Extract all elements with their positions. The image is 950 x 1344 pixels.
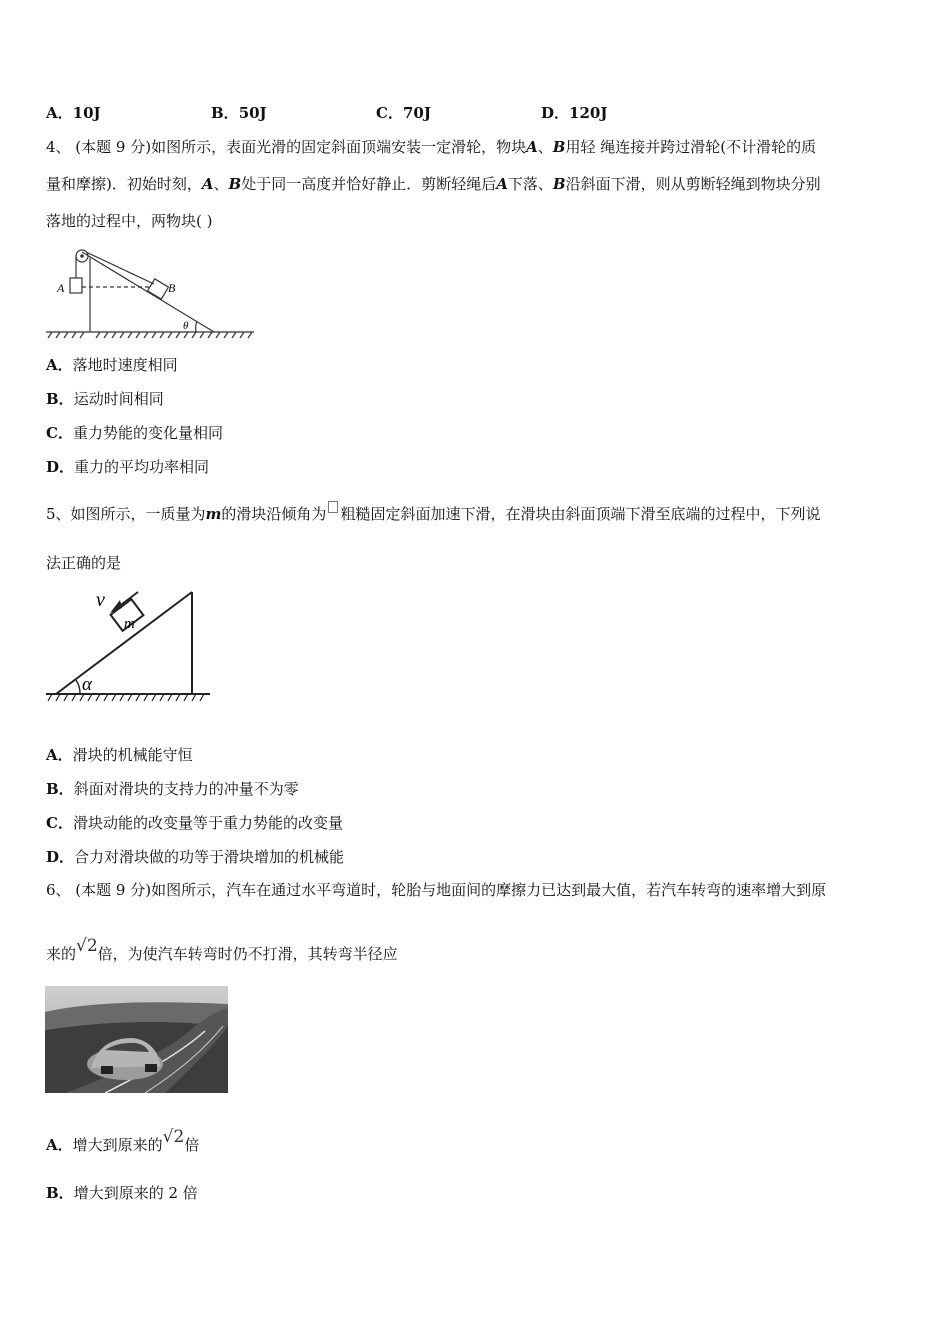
q4-pulley-axle <box>80 254 84 258</box>
q5-ground-hatching <box>48 694 204 701</box>
q4-label-theta: θ <box>183 320 189 332</box>
q4-incline-slope <box>82 252 214 332</box>
q6-car-on-curve-photo <box>45 986 228 1093</box>
q5-label-alpha: α <box>82 674 92 695</box>
q5-stem-line1: 5、如图所示，一质量为m的滑块沿倾角为 粗糙固定斜面加速下滑，在滑块由斜面顶端下滑至底端的过程中，下列说 <box>46 504 820 524</box>
q6-option-a: A．增大到原来的√2倍 <box>46 1127 200 1154</box>
q4-label-a: A <box>57 281 65 295</box>
q6-option-b: B．增大到原来的 2 倍 <box>46 1184 198 1202</box>
q4-option-d: D．重力的平均功率相同 <box>46 458 210 476</box>
q5-label-v: v <box>96 589 105 611</box>
q4-angle-arc <box>196 321 197 332</box>
q4-stem-line2: 量和摩擦)．初始时刻，A、B处于同一高度并恰好静止．剪断轻绳后A下落、B沿斜面下滑，则从剪断轻绳到物块分别 <box>46 175 821 193</box>
q4-option-a: A．落地时速度相同 <box>46 356 178 374</box>
q5-option-b: B．斜面对滑块的支持力的冲量不为零 <box>46 780 299 798</box>
q3-option-b: B．50J <box>211 104 267 122</box>
q5-incline-block-figure <box>44 586 214 708</box>
q4-incline-pulley-figure <box>46 242 256 342</box>
q4-ground-hatching <box>48 332 252 338</box>
q4-label-b: B <box>168 281 176 295</box>
q4-rope-incline <box>86 252 154 284</box>
q5-option-d: D．合力对滑块做的功等于滑块增加的机械能 <box>46 848 345 866</box>
q5-label-m: m <box>124 616 135 632</box>
q3-options-row <box>0 102 950 122</box>
q5-angle-arc <box>76 680 80 694</box>
q4-option-b: B．运动时间相同 <box>46 390 164 408</box>
missing-glyph-box <box>328 501 338 513</box>
q4-stem-line3: 落地的过程中，两物块( ) <box>46 212 213 230</box>
q5-incline-slope <box>56 592 192 694</box>
q5-option-a: A．滑块的机械能守恒 <box>46 746 193 764</box>
sqrt2-symbol: √2 <box>76 936 98 956</box>
q4-option-c: C．重力势能的变化量相同 <box>46 424 223 442</box>
q6-stem-line1: 6、 (本题 9 分)如图所示，汽车在通过水平弯道时，轮胎与地面间的摩擦力已达到最大值，若汽车转弯的速率增大到原 <box>46 881 827 899</box>
q3-option-a: A．10J <box>46 104 101 122</box>
q5-stem-line2: 法正确的是 <box>46 554 122 572</box>
q3-option-d: D．120J <box>541 104 608 122</box>
q3-option-c: C．70J <box>376 104 431 122</box>
q4-block-a <box>70 278 82 293</box>
q6-stem-line2: 来的√2倍，为使汽车转弯时仍不打滑，其转弯半径应 <box>46 936 398 963</box>
sqrt2-symbol: √2 <box>162 1127 185 1147</box>
q5-option-c: C．滑块动能的改变量等于重力势能的改变量 <box>46 814 343 832</box>
q4-stem-line1: 4、 (本题 9 分)如图所示，表面光滑的固定斜面顶端安装一定滑轮，物块A、B用轻 绳连接并跨过滑轮(不计滑轮的质 <box>46 138 817 156</box>
